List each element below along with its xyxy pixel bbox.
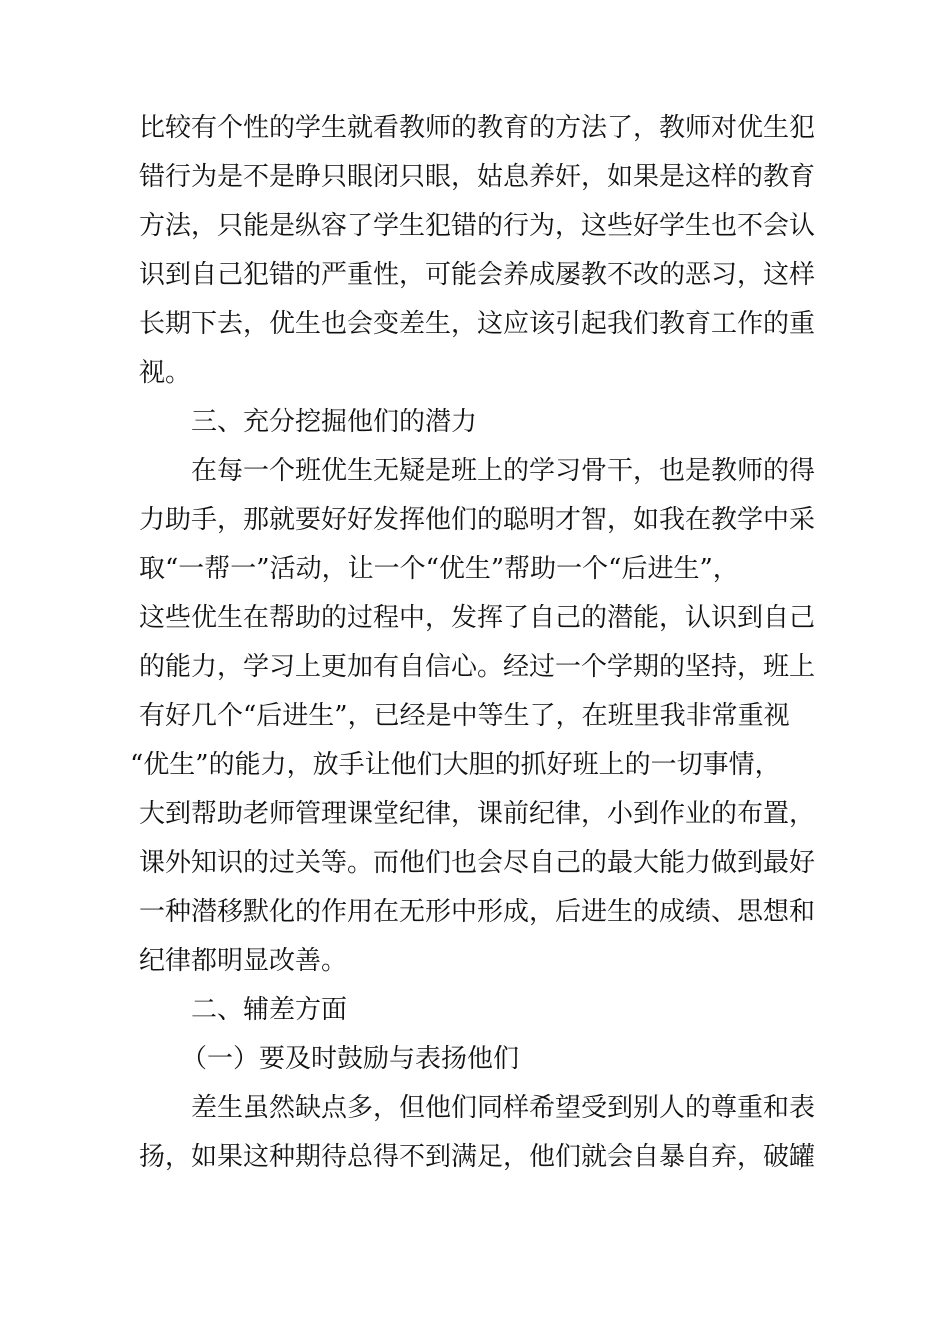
section-heading: 三、充分挖掘他们的潜力 bbox=[191, 407, 478, 437]
paragraph-start-line: 在每一个班优生无疑是班上的学习骨干，也是教师的得 bbox=[191, 456, 816, 486]
text-line: 识到自己犯错的严重性，可能会养成屡教不改的恶习，这样 bbox=[139, 260, 816, 290]
document-body bbox=[130, 104, 839, 1182]
paragraph-start-line: 差生虽然缺点多，但他们同样希望受到别人的尊重和表 bbox=[191, 1093, 816, 1123]
text-line: 课外知识的过关等。而他们也会尽自己的最大能力做到最好 bbox=[139, 848, 816, 878]
text-line: 比较有个性的学生就看教师的教育的方法了，教师对优生犯 bbox=[139, 113, 816, 143]
text-line: 一种潜移默化的作用在无形中形成，后进生的成绩、思想和 bbox=[139, 897, 816, 927]
section-heading: 二、辅差方面 bbox=[191, 995, 348, 1025]
text-line: 纪律都明显改善。 bbox=[139, 946, 348, 976]
subsection-heading: （一）要及时鼓励与表扬他们 bbox=[181, 1044, 520, 1074]
text-line: “优生”的能力，放手让他们大胆的抓好班上的一切事情， bbox=[130, 750, 781, 780]
text-line: 错行为是不是睁只眼闭只眼，姑息养奸，如果是这样的教育 bbox=[139, 162, 816, 192]
text-line: 大到帮助老师管理课堂纪律，课前纪律，小到作业的布置， bbox=[139, 799, 816, 829]
text-line: 视。 bbox=[139, 358, 192, 388]
text-line: 有好几个“后进生”，已经是中等生了，在班里我非常重视 bbox=[139, 701, 790, 731]
text-line: 取“一帮一”活动，让一个“优生”帮助一个“后进生”， bbox=[139, 554, 739, 584]
text-line: 力助手，那就要好好发挥他们的聪明才智，如我在教学中采 bbox=[139, 505, 816, 535]
text-line: 这些优生在帮助的过程中，发挥了自己的潜能，认识到自己 bbox=[139, 603, 816, 633]
text-line: 的能力，学习上更加有自信心。经过一个学期的坚持，班上 bbox=[139, 652, 816, 682]
text-line: 扬，如果这种期待总得不到满足，他们就会自暴自弃，破罐 bbox=[139, 1142, 816, 1172]
text-line: 方法，只能是纵容了学生犯错的行为，这些好学生也不会认 bbox=[139, 211, 816, 241]
text-line: 长期下去，优生也会变差生，这应该引起我们教育工作的重 bbox=[139, 309, 816, 339]
